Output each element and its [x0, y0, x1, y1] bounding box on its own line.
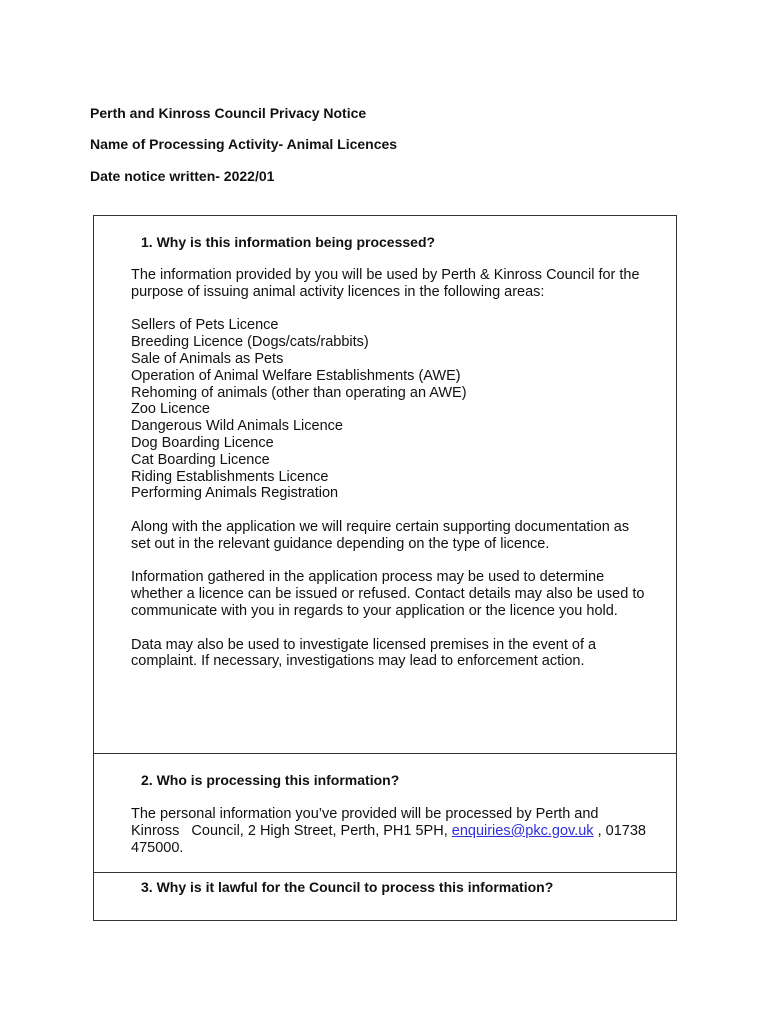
controller-address: The personal information you’ve provided will be processed by Perth and Kinross Council, 2 High Street, Perth, PH1 5PH,	[131, 806, 603, 839]
investigation-paragraph: Data may also be used to investigate licensed premises in the event of a complaint. If necessary, investigations may lead to enforcement action.	[131, 636, 597, 670]
list-item: Cat Boarding Licence	[131, 451, 270, 468]
notice-table	[93, 215, 677, 921]
section-1-heading: 1. Why is this information being processed?	[141, 234, 436, 250]
section-2-body	[131, 806, 651, 856]
list-item: Rehoming of animals (other than operating an AWE)	[131, 384, 467, 401]
email-link[interactable]: enquiries@pkc.gov.uk	[451, 822, 594, 839]
list-item: Performing Animals Registration	[131, 485, 339, 502]
date-written: Date notice written- 2022/01	[90, 168, 275, 184]
section-1	[94, 216, 676, 753]
list-item: Breeding Licence (Dogs/cats/rabbits)	[131, 334, 369, 351]
list-item: Sellers of Pets Licence	[131, 317, 279, 334]
usage-paragraph: Information gathered in the application process may be used to determine whether a licence can be issued or refused. Contact details may also be used to communicate with you in regards to your application or the licence you hold.	[131, 569, 645, 619]
processing-activity: Name of Processing Activity- Animal Licences	[90, 136, 398, 152]
licence-list	[131, 317, 651, 502]
document-title: Perth and Kinross Council Privacy Notice	[90, 105, 367, 121]
list-item: Dog Boarding Licence	[131, 434, 274, 451]
phone-number: , 01738 475000.	[131, 822, 651, 856]
section-2-heading: 2. Who is processing this information?	[141, 772, 400, 788]
intro-paragraph: The information provided by you will be used by Perth & Kinross Council for the purpose of issuing animal activity licences in the following areas:	[131, 267, 640, 300]
list-item: Riding Establishments Licence	[131, 468, 329, 485]
section-3-heading: 3. Why is it lawful for the Council to process this information?	[141, 879, 554, 895]
section-2	[94, 753, 676, 872]
list-item: Dangerous Wild Animals Licence	[131, 418, 343, 435]
documentation-paragraph: Along with the application we will require certain supporting documentation as set out in the relevant guidance depending on the type of licence.	[131, 518, 630, 552]
list-item: Zoo Licence	[131, 401, 210, 418]
section-1-body	[131, 267, 651, 670]
section-3	[94, 872, 676, 921]
list-item: Operation of Animal Welfare Establishments (AWE)	[131, 367, 461, 384]
list-item: Sale of Animals as Pets	[131, 350, 284, 367]
